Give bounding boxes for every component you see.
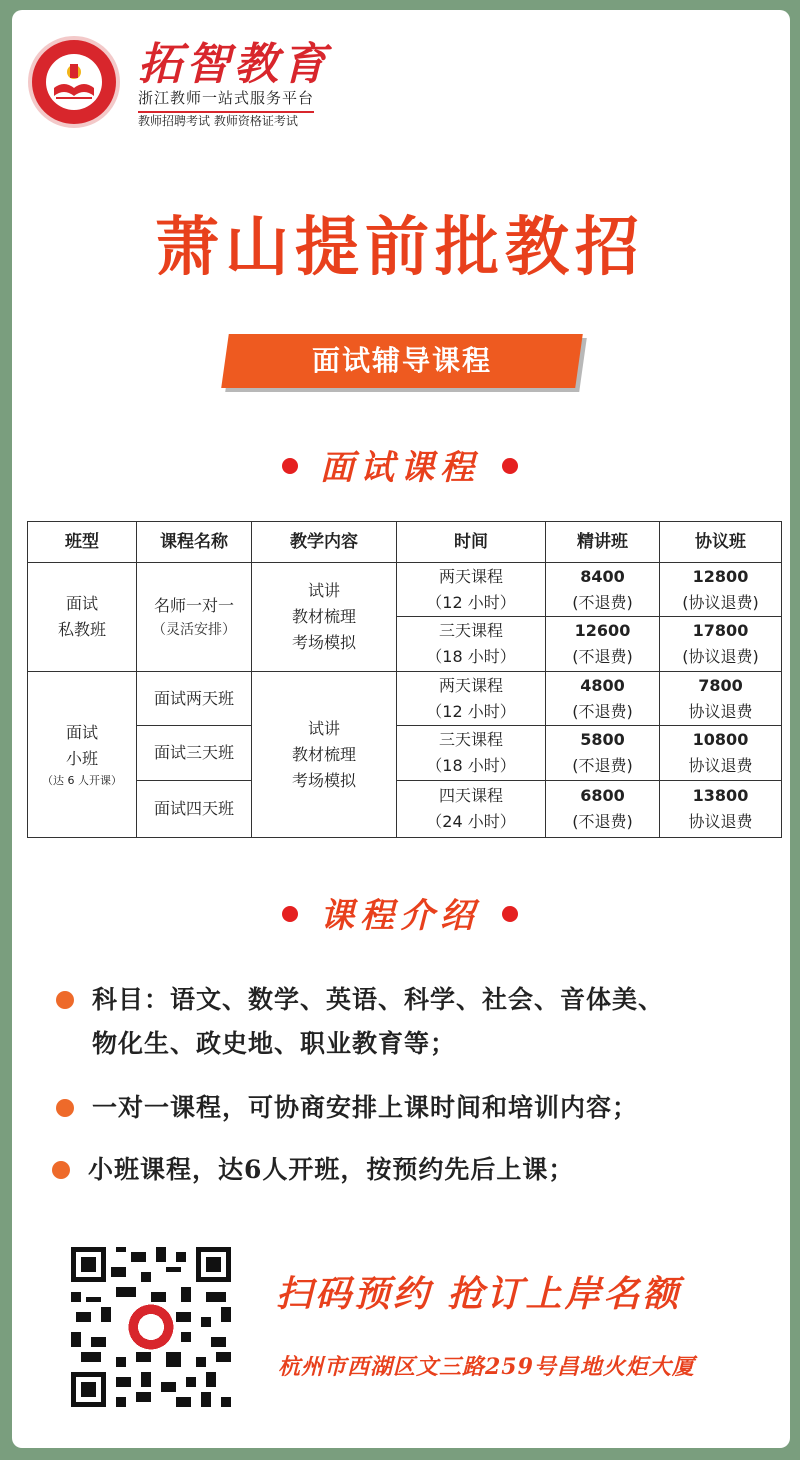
price-standard: 12600 (不退费) (545, 616, 660, 672)
brand-logo (28, 36, 120, 128)
qr-code-icon[interactable] (66, 1242, 236, 1412)
teaching-content: 试讲 教材梳理 考场模拟 (251, 562, 397, 672)
table-row-time: 两天课程 （12 小时） (396, 562, 546, 617)
table-header: 时间 (396, 521, 546, 563)
book-school-logo-icon (46, 54, 102, 110)
price-agreement: 10800 协议退费 (659, 725, 782, 781)
teaching-content: 试讲 教材梳理 考场模拟 (251, 671, 397, 838)
price-standard: 6800 (不退费) (545, 780, 660, 838)
brand-tagline: 浙江教师一站式服务平台 (138, 87, 314, 113)
table-header: 课程名称 (136, 521, 252, 563)
ribbon-label: 面试辅导课程 (311, 344, 492, 377)
table-header: 班型 (27, 521, 137, 563)
cta-text: 扫码预约 抢订上岸名额 (276, 1273, 682, 1315)
price-standard: 5800 (不退费) (545, 725, 660, 781)
course-name-small: 面试两天班 (136, 671, 252, 726)
red-dot-icon (502, 458, 518, 474)
course-name-private: 名师一对一 （灵活安排） (136, 562, 252, 672)
table-row-time: 两天课程 （12 小时） (396, 671, 546, 726)
price-standard: 8400 (不退费) (545, 562, 660, 617)
price-agreement: 12800 (协议退费) (659, 562, 782, 617)
price-agreement: 17800 (协议退费) (659, 616, 782, 672)
orange-bullet-icon (52, 1161, 70, 1179)
orange-bullet-icon (56, 991, 74, 1009)
table-row-time: 三天课程 （18 小时） (396, 616, 546, 672)
intro-item-subjects: 科目：语文、数学、英语、科学、社会、音体美、 物化生、政史地、职业教育等； (56, 978, 664, 1066)
course-name-small: 面试四天班 (136, 780, 252, 838)
table-header: 协议班 (659, 521, 782, 563)
red-dot-icon (282, 458, 298, 474)
red-dot-icon (502, 906, 518, 922)
table-row-time: 三天课程 （18 小时） (396, 725, 546, 781)
price-agreement: 13800 协议退费 (659, 780, 782, 838)
page-title: 萧山提前批教招 (155, 211, 645, 285)
red-dot-icon (282, 906, 298, 922)
intro-item-one-on-one: 一对一课程，可协商安排上课时间和培训内容； (56, 1086, 638, 1130)
table-header: 教学内容 (251, 521, 397, 563)
course-table (27, 521, 782, 838)
brand-subtagline: 教师招聘考试 教师资格证考试 (138, 114, 298, 128)
section-heading-courses: 面试课程 (0, 440, 800, 489)
intro-item-small-class: 小班课程，达6人开班，按预约先后上课； (52, 1148, 574, 1192)
class-type-private: 面试 私教班 (27, 562, 137, 672)
orange-bullet-icon (56, 1099, 74, 1117)
address: 杭州市西湖区文三路259号昌地火炬大厦 (278, 1354, 695, 1380)
class-type-small: 面试 小班 （达 6 人开课） (27, 671, 137, 838)
section-heading-intro: 课程介绍 (0, 888, 800, 937)
table-header: 精讲班 (545, 521, 660, 563)
price-agreement: 7800 协议退费 (659, 671, 782, 726)
course-name-small: 面试三天班 (136, 725, 252, 781)
price-standard: 4800 (不退费) (545, 671, 660, 726)
table-row-time: 四天课程 （24 小时） (396, 780, 546, 838)
brand-name: 拓智教育 (138, 39, 330, 90)
